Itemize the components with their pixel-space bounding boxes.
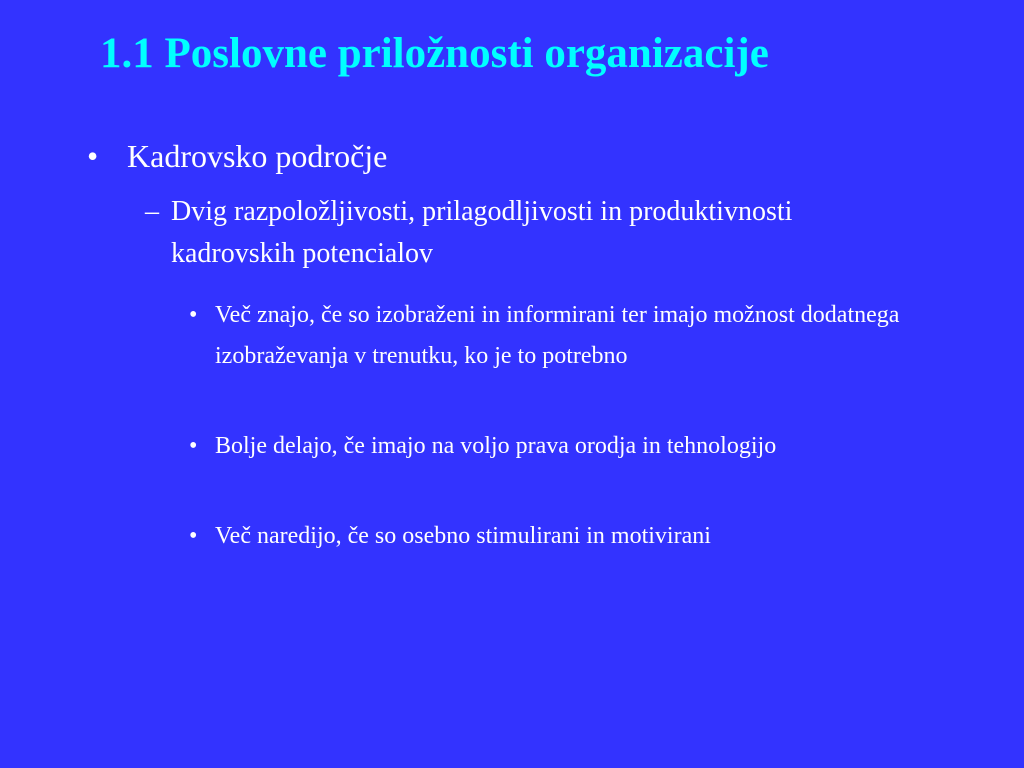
bullet-level3-item (189, 516, 959, 557)
bullet-level2-text: Dvig razpoložljivosti, prilagodljivosti in produktivnosti kadrovskih potencialov (171, 196, 793, 269)
bullet-level3-text: Več naredijo, če so osebno stimulirani in motivirani (215, 523, 711, 549)
dash-marker: – (145, 196, 159, 227)
bullet-marker: • (189, 433, 198, 459)
bullet-level3-text: Bolje delajo, če imajo na voljo prava orodja in tehnologijo (215, 433, 777, 459)
slide-title: 1.1 Poslovne priložnosti organizacije (100, 30, 769, 77)
bullet-level3-item (189, 295, 959, 377)
bullet-level1 (87, 134, 967, 178)
bullet-level1-text: Kadrovsko področje (127, 138, 388, 174)
bullet-level3-item (189, 426, 959, 467)
bullet-marker: • (87, 138, 99, 174)
bullet-level3-text: Več znajo, če so izobraženi in informirani ter imajo možnost dodatnega izobraževanja v trenutku, ko je to potrebno (215, 302, 900, 369)
bullet-marker: • (189, 523, 198, 549)
bullet-marker: • (189, 302, 198, 328)
bullet-level2 (145, 191, 865, 275)
